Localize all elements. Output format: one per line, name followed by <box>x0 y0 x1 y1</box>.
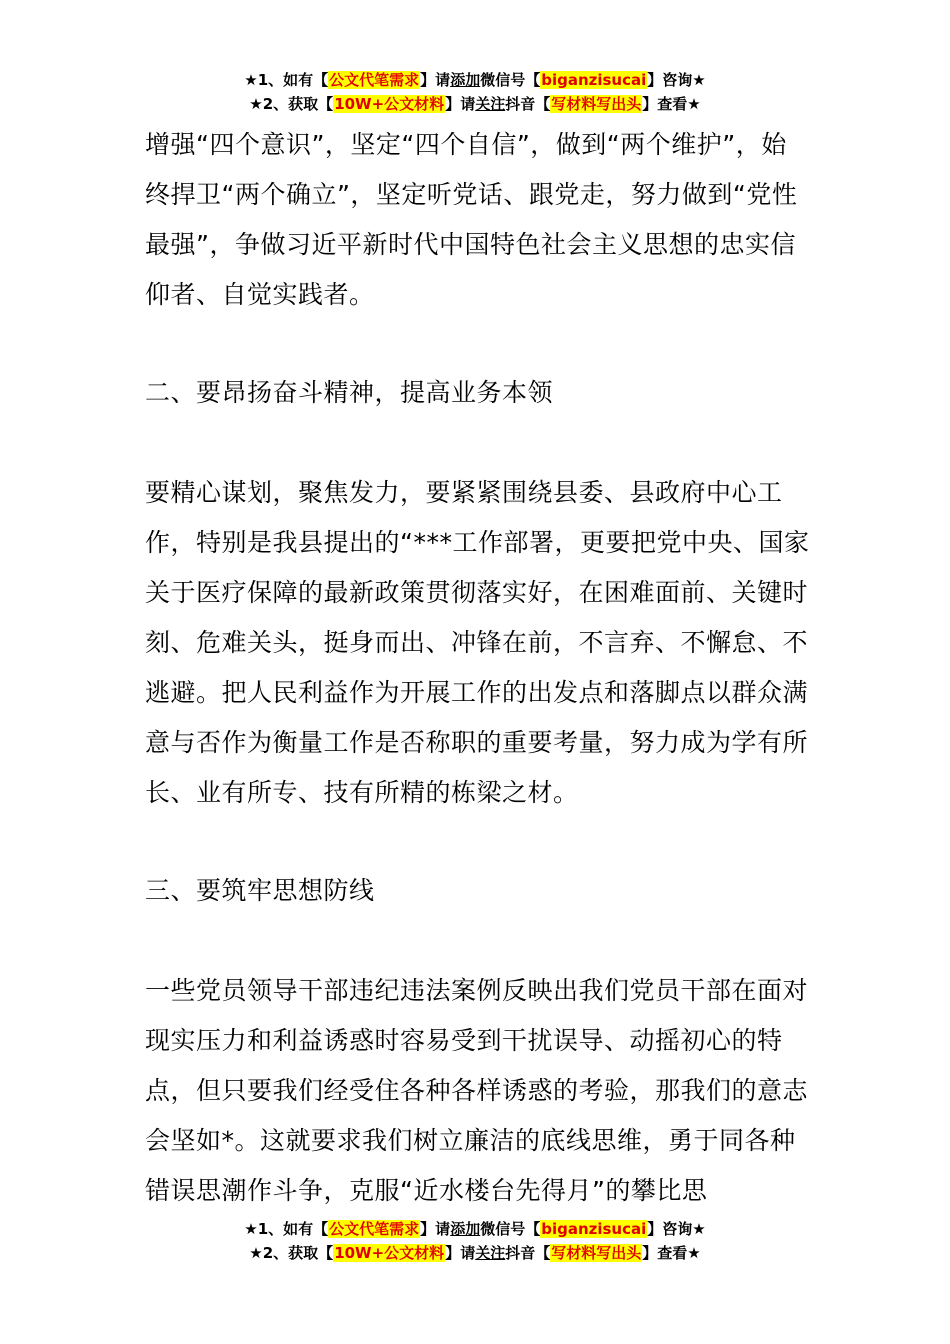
banner-text: 】查看★ <box>642 1244 701 1262</box>
header-banner-top <box>0 68 950 116</box>
banner-text: 】咨询★ <box>647 71 706 89</box>
banner-line-2 <box>0 92 950 116</box>
highlight-service: 公文代笔需求 <box>329 1220 420 1238</box>
banner-text: 】咨询★ <box>647 1220 706 1238</box>
highlight-materials: 10W+公文材料 <box>334 1244 445 1262</box>
highlight-wechat-id: biganzisucai <box>541 71 647 89</box>
banner-text: ★1、如有【 <box>244 1220 329 1238</box>
banner-line-1 <box>0 1217 950 1241</box>
highlight-douyin-account: 写材料写出头 <box>551 95 642 113</box>
highlight-service: 公文代笔需求 <box>329 71 420 89</box>
document-body <box>145 120 810 1216</box>
highlight-wechat-id: biganzisucai <box>541 1220 647 1238</box>
banner-text: 抖音【 <box>505 95 551 113</box>
banner-underlined-text: 添加 <box>450 1220 481 1238</box>
header-banner-bottom <box>0 1217 950 1265</box>
paragraph-1: 增强“四个意识”，坚定“四个自信”，做到“两个维护”，始终捍卫“两个确立”，坚定听党话、跟党走，努力做到“党性最强”，争做习近平新时代中国特色社会主义思想的忠实信仰者、自觉实践者。 <box>145 130 798 309</box>
banner-underlined-text: 添加 <box>450 71 481 89</box>
paragraph-2: 要精心谋划，聚焦发力，要紧紧围绕县委、县政府中心工作，特别是我县提出的“***工作部署，更要把党中央、国家关于医疗保障的最新政策贯彻落实好，在困难面前、关键时刻、危难关头，挺身而出、冲锋在前，不言弃、不懈怠、不逃避。把人民利益作为开展工作的出发点和落脚点以群众满意与否作为衡量工作是否称职的重要考量，努力成为学有所长、业有所专、技有所精的栋梁之材。 <box>145 478 810 807</box>
banner-text: ★2、获取【 <box>249 95 334 113</box>
banner-text: 微信号【 <box>480 1220 541 1238</box>
banner-underlined-text: 关注 <box>475 1244 506 1262</box>
banner-text: 】请 <box>445 95 476 113</box>
banner-text: 微信号【 <box>480 71 541 89</box>
highlight-materials: 10W+公文材料 <box>334 95 445 113</box>
banner-text: 】请 <box>420 1220 451 1238</box>
banner-text: 】请 <box>420 71 451 89</box>
banner-text: 抖音【 <box>505 1244 551 1262</box>
banner-text: 】请 <box>445 1244 476 1262</box>
banner-line-1 <box>0 68 950 92</box>
section-heading-2: 二、要昂扬奋斗精神，提高业务本领 <box>145 378 554 407</box>
banner-text: ★1、如有【 <box>244 71 329 89</box>
paragraph-3: 一些党员领导干部违纪违法案例反映出我们党员干部在面对现实压力和利益诱惑时容易受到干扰误导、动摇初心的特点，但只要我们经受住各种各样诱惑的考验，那我们的意志会坚如*。这就要求我们树立廉洁的底线思维，勇于同各种错误思潮作斗争，克服“近水楼台先得月”的攀比思 <box>145 976 809 1205</box>
banner-underlined-text: 关注 <box>475 95 506 113</box>
banner-text: 】查看★ <box>642 95 701 113</box>
section-heading-3: 三、要筑牢思想防线 <box>145 876 375 905</box>
banner-line-2 <box>0 1241 950 1265</box>
highlight-douyin-account: 写材料写出头 <box>551 1244 642 1262</box>
banner-text: ★2、获取【 <box>249 1244 334 1262</box>
